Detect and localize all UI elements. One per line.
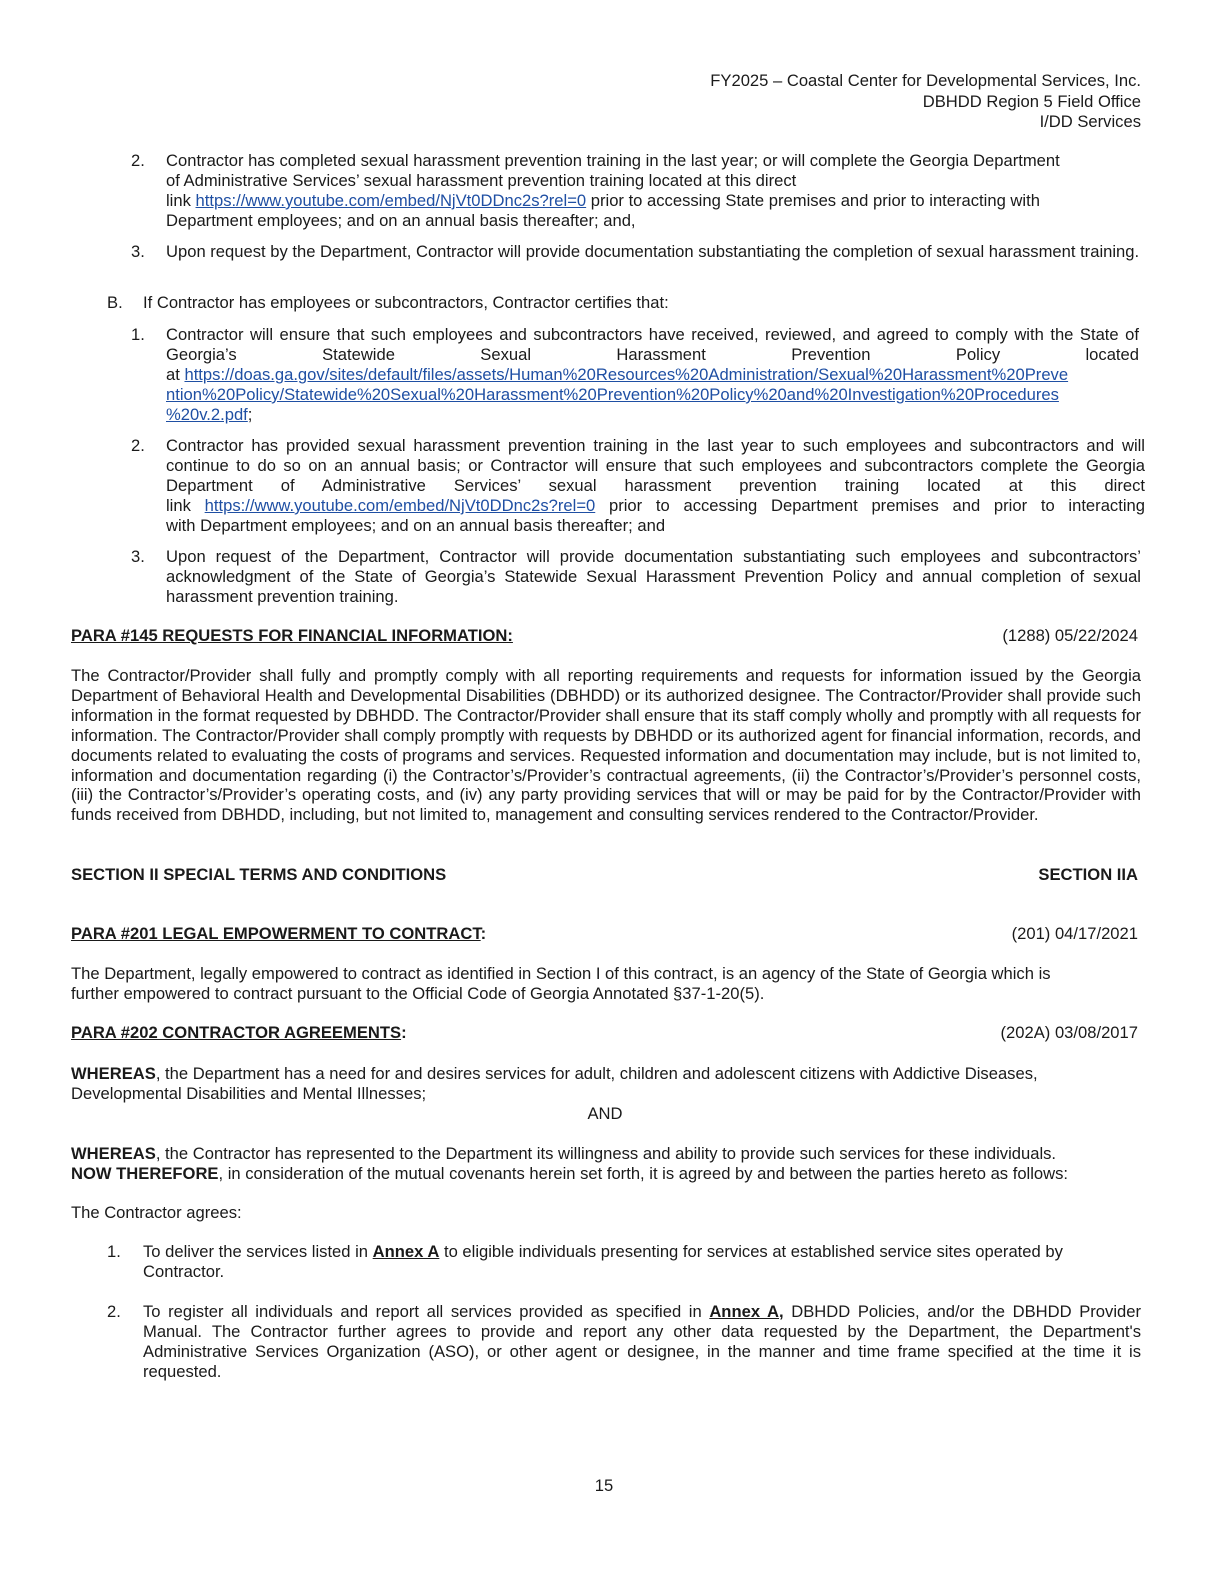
para-heading-text: PARA #145 REQUESTS FOR FINANCIAL INFORMATION: [71,626,513,645]
annex-a-reference: Annex A, [709,1302,784,1321]
list-item [143,1242,1141,1282]
section-text: If Contractor has employees or subcontractors, Contractor certifies that: [143,293,669,312]
paragraph-line [71,1064,1146,1084]
section-label: B. [107,293,123,312]
para-145-body: The Contractor/Provider shall fully and promptly comply with all reporting requirements and requests for information issued by the Georgia Department of Behavioral Health and Developmental Disabilities (DBHDD) or its authorized designee. The Contractor/Provider shall provide such information in the format requested by DBHDD. The Contractor/Provider shall ensure that its staff comply wholly and promptly with all requests for information. The Contractor/Provider shall comply promptly with requests by DBHDD or its authorized agent for financial information, records, and documents related to evaluating the costs of programs and services. Requested information and documentation may include, but is not limited to, information and documentation regarding (i) the Contractor’s/Provider’s contractual agreements, (ii) the Contractor’s/Provider’s personnel costs, (iii) the Contractor’s/Provider’s operating costs, and (iv) any party providing services that will or may be paid for by the Contractor/Provider with funds received from DBHDD, including, but not limited to, management and consulting services rendered to the Contractor/Provider. [71,666,1141,825]
list-item-line [166,405,1141,425]
para-201-ref: (201) 04/17/2021 [1011,924,1138,943]
contractor-agrees: The Contractor agrees: [71,1203,242,1222]
list-item-link-block [166,365,1141,425]
list-item: Upon request by the Department, Contractor will provide documentation substantiating the completion of sexual harassment training. [166,242,1140,261]
link-suffix: prior to accessing State premises and prior to interacting with [590,190,1040,210]
youtube-link[interactable]: https://www.youtube.com/embed/NjVt0DDnc2s?rel=0 [204,496,596,515]
link-suffix: prior to accessing Department premises and prior to interacting [608,496,1145,515]
list-number: 2. [107,1302,121,1321]
paragraph-line: further empowered to contract pursuant to the Official Code of Georgia Annotated §37-1-20(5). [71,983,765,1003]
header-line-1: FY2025 – Coastal Center for Developmental Services, Inc. [710,71,1141,90]
link-prefix: link [166,496,191,515]
list-item-line [166,365,1141,385]
list-number: 3. [131,242,145,261]
para-145-heading [71,626,513,646]
list-number: 2. [131,151,145,170]
list-item [166,151,1141,231]
section-label-text: SECTION IIA [1038,865,1138,884]
paragraph-line: The Department, legally empowered to contract as identified in Section I of this contract, is an agency of the State of Georgia which is [71,964,1051,983]
whereas-bold: WHEREAS [71,1064,156,1083]
policy-link-continued[interactable]: ntion%20Policy/Statewide%20Sexual%20Harassment%20Prevention%20Policy%20and%20Investigation%20Procedures [166,384,1059,404]
list-item-text: DBHDD Policies, and/or the DBHDD Provider Manual. The Contractor further agrees to provide and report any other data requested by the Department, the Department's Administrative Services Organization (ASO), or other agent or designee, in the manner and time frame specified at the time it is requested. [143,1302,1141,1381]
section-title [71,865,446,885]
youtube-link[interactable]: https://www.youtube.com/embed/NjVt0DDnc2s?rel=0 [195,190,587,210]
and-connector: AND [587,1104,623,1123]
link-prefix: link [166,190,191,210]
list-item-text: to eligible individuals presenting for services at established service sites operated by [439,1242,1063,1261]
link-prefix: at [166,365,180,384]
whereas-text: , the Department has a need for and desires services for adult, children and adolescent citizens with Addictive Diseases, [155,1064,1038,1083]
para-heading-colon: : [480,924,487,943]
section-title-text: SECTION II SPECIAL TERMS AND CONDITIONS [71,865,447,884]
whereas-bold: WHEREAS [71,1144,156,1163]
list-item-line: of Administrative Services’ sexual harassment prevention training located at this direct [166,170,797,190]
para-heading-colon: : [401,1023,407,1042]
list-item [143,1302,1141,1382]
now-therefore-text: , in consideration of the mutual covenants herein set forth, it is agreed by and between the parties hereto as follows: [218,1163,1069,1183]
now-therefore-bold: NOW THEREFORE [71,1163,219,1183]
list-item-line: Department employees; and on an annual basis thereafter; and, [166,210,636,230]
list-item: Upon request of the Department, Contractor will provide documentation substantiating such employees and subcontractors’ acknowledgment of the State of Georgia’s Statewide Sexual Harassment Prevention Policy and annual completion of sexual harassment prevention training. [166,547,1141,606]
list-number: 1. [107,1242,121,1261]
list-item-text: Contractor will ensure that such employees and subcontractors have received, reviewed, and agreed to comply with the State of Georgia’s Statewide Sexual Harassment Prevention Policy located [166,325,1139,364]
annex-a-reference: Annex A [372,1242,440,1261]
section-label-right [1038,865,1138,885]
para-heading-text: PARA #201 LEGAL EMPOWERMENT TO CONTRACT [71,924,481,943]
list-item-line: Contractor. [143,1261,225,1281]
link-end: ; [247,404,253,424]
list-item-line [166,385,1141,405]
whereas-text: , the Contractor has represented to the Department its willingness and ability to provide such services for these individuals. [155,1144,1057,1163]
para-202-heading [71,1023,407,1043]
paragraph-line: Developmental Disabilities and Mental Illnesses; [71,1083,427,1103]
list-item-text: To deliver the services listed in [143,1242,373,1261]
policy-link-continued[interactable]: %20v.2.pdf [166,404,248,424]
document-header [710,71,1141,133]
para-201-heading [71,924,486,944]
list-number: 3. [131,547,145,566]
paragraph-line [71,1144,1151,1164]
list-item-line [166,191,1141,211]
list-item-line: with Department employees; and on an annual basis thereafter; and [166,516,666,535]
header-line-3: I/DD Services [1039,112,1141,131]
para-202-ref: (202A) 03/08/2017 [1000,1023,1138,1042]
list-item-line [166,496,1145,516]
para-heading-text: PARA #202 CONTRACTOR AGREEMENTS [71,1023,402,1042]
whereas-clause-1 [71,1064,1146,1104]
list-item-line: Contractor has completed sexual harassment prevention training in the last year; or will complete the Georgia Department [166,151,1060,170]
para-145-ref: (1288) 05/22/2024 [1002,626,1138,645]
para-201-body [71,964,1146,1004]
list-item-line [143,1242,1141,1262]
page-number: 15 [594,1476,614,1495]
list-item-text: To register all individuals and report all services provided as specified in [143,1302,710,1321]
list-number: 1. [131,325,145,344]
header-line-2: DBHDD Region 5 Field Office [922,91,1141,111]
paragraph-line [71,1164,1151,1184]
list-item-text: Contractor has provided sexual harassment prevention training in the last year to such employees and subcontractors and will continue to do so on an annual basis; or Contractor will ensure that such employees and subcontractors complete the Georgia Department of Administrative Services’ sexual harassment prevention training located at this direct [166,436,1145,495]
list-number: 2. [131,436,145,455]
whereas-clause-2 [71,1144,1151,1184]
policy-link[interactable]: https://doas.ga.gov/sites/default/files/assets/Human%20Resources%20Administration/Sexual%20Harassment%20Preve [184,365,1069,384]
